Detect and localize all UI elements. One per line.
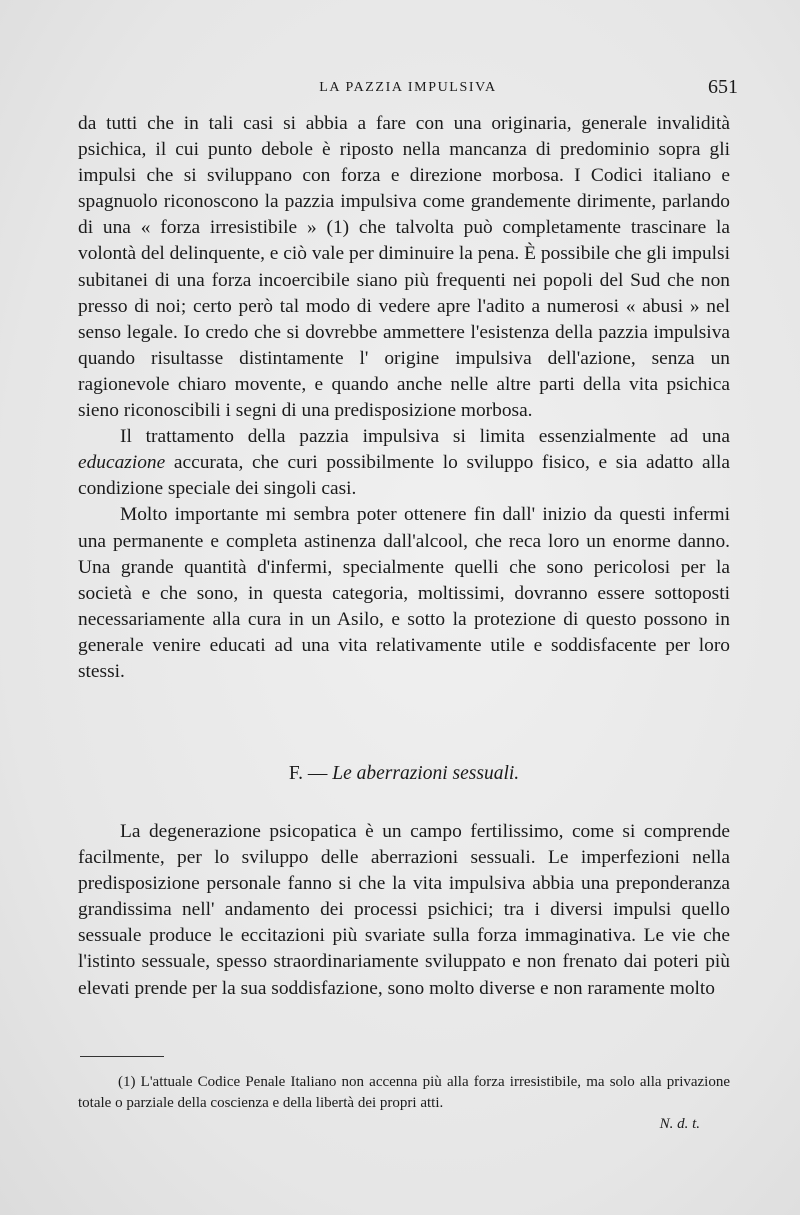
page-number: 651 [708,76,738,98]
footnote-divider [80,1056,164,1057]
running-head [78,76,738,102]
running-title: LA PAZZIA IMPULSIVA [319,80,497,95]
emphasis-text: educazione [78,452,166,474]
footnote [78,1072,730,1135]
section-letter: F. — [288,763,328,784]
section-title: Le aberrazioni sessuali. [332,763,520,784]
paragraph-degeneration: La degenerazione psicopatica è un campo fertilissimo, come si comprende facilmente, per lo sviluppo delle aberrazioni sessuali. Le imperfezioni nella predisposizione personale fanno si che la vita impulsiva abbia una preponderanza grandissima nell' andamento dei processi psichici; tra i diversi impulsi quello sessuale produce le eccitazioni più svariate sulla forza immaginativa. Le vie che l'istinto sessuale, spesso straordinariamente sviluppato e non frenato dai poteri più elevati prende per la sua soddisfazione, sono molto diverse e non raramente molto [78,821,730,999]
section-heading [78,763,730,785]
paragraph-treatment [78,424,730,502]
body-text-bottom [78,819,730,1002]
paragraph-continuation: da tutti che in tali casi si abbia a fare con una originaria, generale invalidità psichica, il cui punto debole è riposto nella mancanza di predominio sopra gli impulsi che si sviluppano con forza e direzione morbosa. I Codici italiano e spagnuolo riconoscono la pazzia impulsiva come grandemente dirimente, parlando di una « forza irresistibile » (1) che talvolta può completamente trascinare la volontà del delinquente, e ciò vale per diminuire la pena. È possibile che gli impulsi subitanei di una forza incoercibile siano più frequenti nei popoli del Sud che non presso di noi; certo però tal modo di vedere apre l'adito a numerosi « abusi » nel senso legale. Io credo che si dovrebbe ammettere l'esistenza della pazzia impulsiva quando risultasse distintamente l' origine impulsiva dell'azione, senza un ragionevole chiaro movente, e quando anche nelle altre parti della vita psichica sieno riconoscibili i segni di una predisposizione morbosa. [78,113,730,422]
paragraph-text: accurata, che curi possibilmente lo sviluppo fisico, e sia adatto alla condizione speciale dei singoli casi. [78,452,730,500]
paragraph-alcohol: Molto importante mi sembra poter ottenere fin dall' inizio da questi infermi una permanente e completa astinenza dall'alcool, che reca loro un enorme danno. Una grande quantità d'infermi, specialmente quelli che sono pericolosi per la società e che sono, in questa categoria, moltissimi, dovranno essere sottoposti necessariamente alla cura in un Asilo, e sotto la protezione di questo possono in generale venire educati ad una vita relativamente utile e soddisfacente per loro stessi. [78,504,730,682]
body-text-top [78,111,730,685]
footnote-text: (1) L'attuale Codice Penale Italiano non accenna più alla forza irresistibile, ma solo alla privazione totale o parziale della coscienza e della libertà dei propri atti. [78,1074,730,1111]
paragraph-text: Il trattamento della pazzia impulsiva si limita essenzialmente ad una [120,426,730,448]
footnote-signature: N. d. t. [659,1116,700,1132]
